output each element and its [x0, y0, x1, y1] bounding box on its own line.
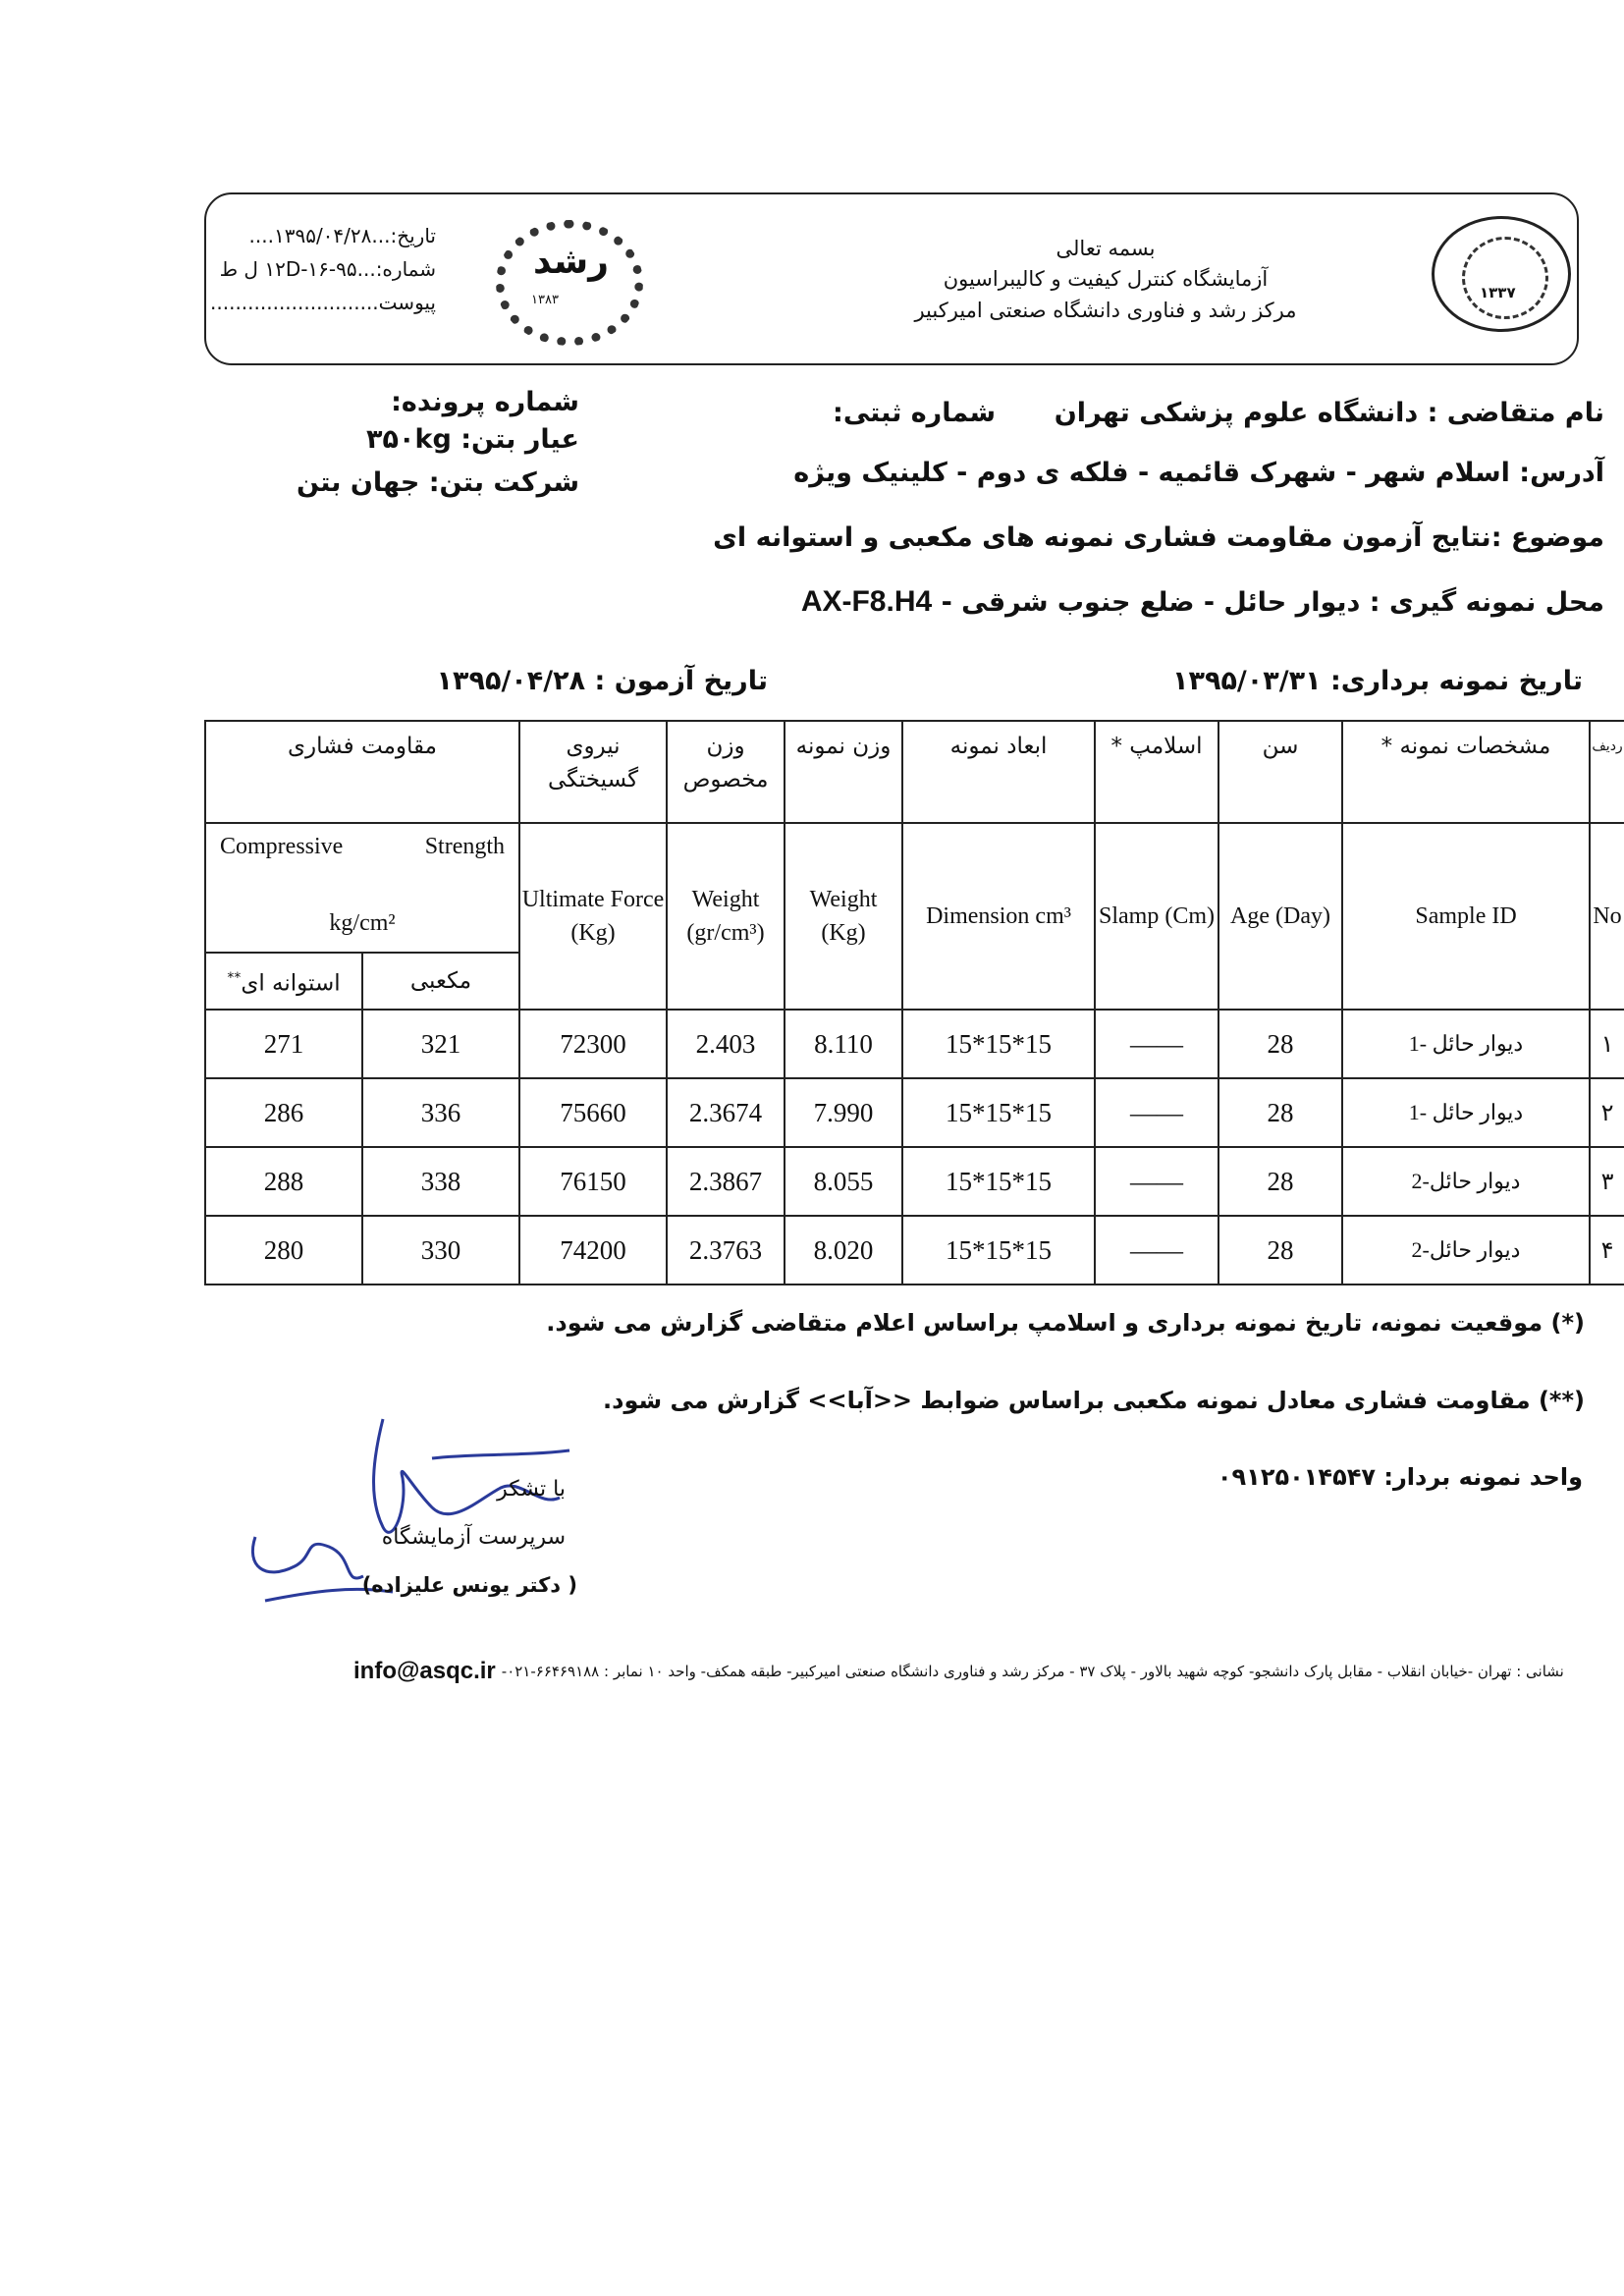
header-compressive: Compressive — [220, 834, 344, 859]
table-row — [205, 1147, 1624, 1216]
cell-cylindrical: 271 — [205, 1010, 362, 1078]
cell-age: 28 — [1218, 1010, 1342, 1078]
cell-no: ۴ — [1590, 1216, 1624, 1285]
cell-cylindrical: 280 — [205, 1216, 362, 1285]
signature-name: ( دکتر یونس علیزاده) — [361, 1573, 577, 1597]
table-body — [205, 1010, 1624, 1285]
footer-address: نشانی : تهران -خیابان انقلاب - مقابل پارک دانشجو- کوچه شهید بالاور - پلاک ۳۷ - مرکز رشد و فناوری دانشگاه صنعتی امیرکبیر- طبقه همکف- واحد ۱۰ نمابر : ۶۶۴۶۹۱۸۸-۰۲۱- — [501, 1663, 1564, 1680]
signature-role: سرپرست آزمایشگاه — [381, 1525, 566, 1550]
university-seal-logo — [1432, 216, 1571, 332]
cell-slump: —— — [1095, 1010, 1218, 1078]
note-double-star: (**) مقاومت فشاری معادل نمونه مکعبی براساس ضوابط <<آبا>> گزارش می شود. — [603, 1387, 1585, 1414]
concrete-grade — [366, 424, 579, 455]
cell-specific-weight: 2.403 — [667, 1010, 785, 1078]
header-sample-id-fa: مشخصات نمونه * — [1342, 721, 1590, 823]
cell-force: 74200 — [519, 1216, 667, 1285]
cell-cubic: 330 — [362, 1216, 519, 1285]
cell-no: ۳ — [1590, 1147, 1624, 1216]
header-sample-id-en: Sample ID — [1342, 823, 1590, 1010]
header-strength-fa: مقاومت فشاری — [205, 721, 519, 823]
signature-thanks: با تشکر — [497, 1477, 566, 1502]
header-no-en: No — [1590, 823, 1624, 1010]
growth-logo-year: ۱۳۸۳ — [531, 293, 559, 307]
header-weight-en: Weight (Kg) — [785, 823, 902, 1010]
cell-specific-weight: 2.3763 — [667, 1216, 785, 1285]
address: آدرس: اسلام شهر - شهرک قائمیه - فلکه ی دوم - کلینیک ویژه — [793, 458, 1604, 488]
cell-cubic: 321 — [362, 1010, 519, 1078]
footer — [353, 1658, 1620, 1685]
cell-specific-weight: 2.3867 — [667, 1147, 785, 1216]
letter-date: تاریخ:...۱۳۹۵/۰۴/۲۸.... — [248, 224, 436, 247]
letter-number: شماره:...۱۲D-۱۶-۹۵ ل ط — [219, 257, 436, 281]
sampling-date: تاریخ نمونه برداری: ۱۳۹۵/۰۳/۳۱ — [1172, 666, 1583, 696]
header-weight-fa: وزن نمونه — [785, 721, 902, 823]
sampling-location-text: محل نمونه گیری : دیوار حائل - ضلع جنوب شرقی - — [941, 587, 1604, 618]
header-force-en: Ultimate Force (Kg) — [519, 823, 667, 1010]
cell-no: ۲ — [1590, 1078, 1624, 1147]
cell-force: 72300 — [519, 1010, 667, 1078]
table-row — [205, 1010, 1624, 1078]
cell-dimension: 15*15*15 — [902, 1147, 1095, 1216]
cell-force: 76150 — [519, 1147, 667, 1216]
header-cylindrical — [205, 953, 362, 1010]
header-no-fa: ردیف — [1590, 721, 1624, 823]
registration-number: شماره ثبتی: — [833, 398, 996, 428]
header-cubic: مکعبی — [362, 953, 519, 1010]
note-star: (*) موقعیت نمونه، تاریخ نمونه برداری و اسلامپ براساس اعلام متقاضی گزارش می شود. — [546, 1309, 1585, 1337]
cell-weight: 8.110 — [785, 1010, 902, 1078]
cell-force: 75660 — [519, 1078, 667, 1147]
cell-sample-id: دیوار حائل -1 — [1342, 1078, 1590, 1147]
cell-cylindrical: 288 — [205, 1147, 362, 1216]
footer-email: info@asqc.ir — [353, 1658, 496, 1684]
header-specific-weight-en: Weight (gr/cm³) — [667, 823, 785, 1010]
header-cylindrical-label: استوانه ای — [241, 970, 341, 997]
file-number: شماره پرونده: — [391, 387, 579, 417]
cell-cylindrical: 286 — [205, 1078, 362, 1147]
cell-dimension: 15*15*15 — [902, 1216, 1095, 1285]
cell-slump: —— — [1095, 1216, 1218, 1285]
header-force-fa: نیروی گسیختگی — [519, 721, 667, 823]
cell-weight: 8.020 — [785, 1216, 902, 1285]
subject: موضوع :نتایج آزمون مقاومت فشاری نمونه های مکعبی و استوانه ای — [713, 522, 1604, 553]
header-bismillah: بسمه تعالی — [1056, 237, 1156, 260]
header-strength-unit: kg/cm² — [329, 910, 396, 936]
cell-cubic: 336 — [362, 1078, 519, 1147]
header-lab-name: آزمایشگاه کنترل کیفیت و کالیبراسیون — [943, 267, 1269, 291]
header-age-fa: سن — [1218, 721, 1342, 823]
concrete-grade-value: ۳۵۰kg — [366, 424, 452, 455]
cell-slump: —— — [1095, 1147, 1218, 1216]
header-dimension-fa: ابعاد نمونه — [902, 721, 1095, 823]
cell-dimension: 15*15*15 — [902, 1010, 1095, 1078]
header-cylindrical-mark: ** — [227, 970, 242, 987]
table-row — [205, 1216, 1624, 1285]
concrete-company: شرکت بتن: جهان بتن — [296, 467, 579, 498]
sampling-unit: واحد نمونه بردار: ۰۹۱۲۵۰۱۴۵۴۷ — [1217, 1463, 1583, 1491]
letter-attachment: پیوست........................... — [210, 291, 436, 314]
cell-weight: 8.055 — [785, 1147, 902, 1216]
sampling-location-code: AX-F8.H4 — [800, 585, 933, 618]
header-center-name: مرکز رشد و فناوری دانشگاه صنعتی امیرکبیر — [914, 299, 1297, 322]
header-strength: Strength — [424, 834, 506, 859]
cell-sample-id: دیوار حائل -1 — [1342, 1010, 1590, 1078]
cell-sample-id: دیوار حائل-2 — [1342, 1147, 1590, 1216]
cell-specific-weight: 2.3674 — [667, 1078, 785, 1147]
cell-no: ۱ — [1590, 1010, 1624, 1078]
results-table — [204, 720, 1624, 1285]
header-specific-weight-fa: وزن مخصوص — [667, 721, 785, 823]
header-slump-fa: اسلامپ * — [1095, 721, 1218, 823]
table-row — [205, 1078, 1624, 1147]
seal-number: ۱۳۳۷ — [1480, 284, 1516, 301]
concrete-grade-label: عیار بتن: — [460, 424, 579, 455]
cell-age: 28 — [1218, 1078, 1342, 1147]
growth-center-logo — [486, 214, 663, 352]
cell-slump: —— — [1095, 1078, 1218, 1147]
header-dimension-en: Dimension cm³ — [902, 823, 1095, 1010]
cell-sample-id: دیوار حائل-2 — [1342, 1216, 1590, 1285]
cell-cubic: 338 — [362, 1147, 519, 1216]
sampling-location — [801, 585, 1604, 619]
cell-dimension: 15*15*15 — [902, 1078, 1095, 1147]
applicant-name: نام متقاضی : دانشگاه علوم پزشکی تهران — [1054, 398, 1604, 428]
growth-logo-text: رشد — [533, 242, 609, 282]
cell-age: 28 — [1218, 1147, 1342, 1216]
header-slump-en: Slamp (Cm) — [1095, 823, 1218, 1010]
cell-weight: 7.990 — [785, 1078, 902, 1147]
header-age-en: Age (Day) — [1218, 823, 1342, 1010]
cell-age: 28 — [1218, 1216, 1342, 1285]
header-strength-en — [205, 823, 519, 953]
test-date: تاریخ آزمون : ۱۳۹۵/۰۴/۲۸ — [436, 666, 768, 696]
